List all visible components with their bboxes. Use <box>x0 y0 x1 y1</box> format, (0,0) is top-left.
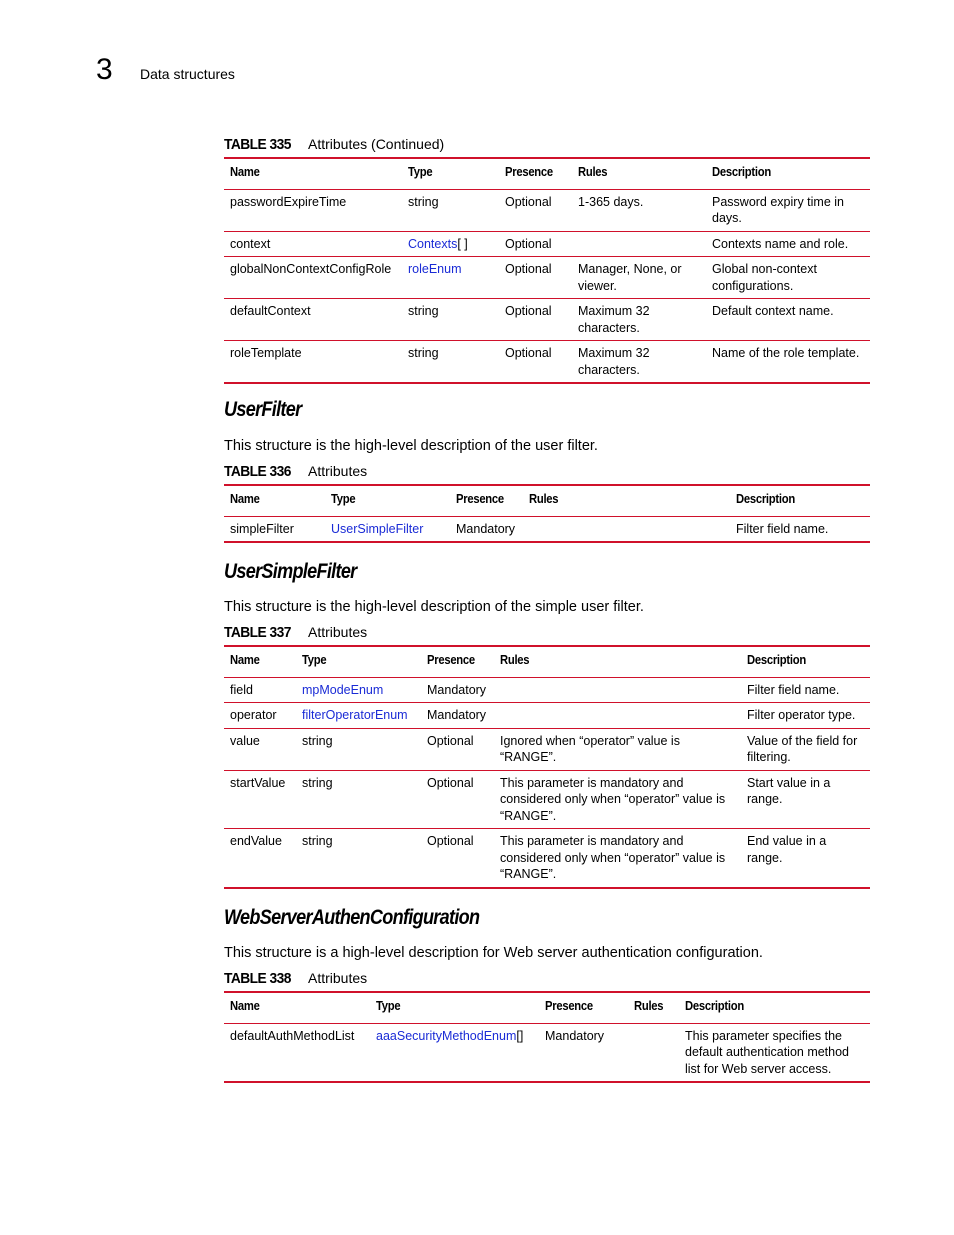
column-header: Presence <box>499 158 572 189</box>
section-intro: This structure is the high-level description of the simple user filter. <box>224 599 644 615</box>
type-link[interactable]: roleEnum <box>408 262 462 276</box>
table-label: TABLE 338 <box>224 970 291 987</box>
cell-presence: Mandatory <box>421 703 494 729</box>
type-suffix: [ ] <box>457 236 468 251</box>
cell-presence: Optional <box>499 189 572 231</box>
cell-description: Contexts name and role. <box>706 231 870 257</box>
column-header: Name <box>224 158 402 189</box>
cell-type <box>402 231 499 257</box>
table-caption-text: Attributes <box>308 463 368 479</box>
table-header-row <box>224 485 870 516</box>
cell-presence: Optional <box>499 299 572 341</box>
cell-type: string <box>402 341 499 384</box>
cell-type: string <box>402 189 499 231</box>
cell-description: Password expiry time in days. <box>706 189 870 231</box>
column-header: Description <box>706 158 870 189</box>
cell-presence: Mandatory <box>421 677 494 703</box>
column-header: Name <box>224 992 370 1023</box>
cell-rules: Maximum 32 characters. <box>572 341 706 384</box>
column-header: Name <box>224 646 296 677</box>
column-header: Description <box>730 485 870 516</box>
column-header: Presence <box>539 992 628 1023</box>
table-row <box>224 703 870 729</box>
table-338-block <box>224 969 870 1083</box>
cell-rules: 1-365 days. <box>572 189 706 231</box>
table-row <box>224 516 870 542</box>
type-link[interactable]: mpModeEnum <box>302 682 384 697</box>
attributes-table <box>224 484 870 543</box>
table-row <box>224 299 870 341</box>
attributes-table <box>224 645 870 889</box>
cell-name: field <box>224 677 296 703</box>
cell-presence: Optional <box>421 770 494 829</box>
table-caption-text: Attributes <box>308 624 368 640</box>
table-row <box>224 677 870 703</box>
section-title: UserSimpleFilter <box>224 560 357 583</box>
cell-type: string <box>296 829 421 888</box>
table-row <box>224 728 870 770</box>
column-header: Rules <box>494 646 741 677</box>
type-suffix: [] <box>516 1028 524 1043</box>
table-row <box>224 231 870 257</box>
type-link[interactable]: UserSimpleFilter <box>331 521 424 536</box>
cell-name: simpleFilter <box>224 516 325 542</box>
cell-name: defaultAuthMethodList <box>224 1023 370 1082</box>
table-label: TABLE 335 <box>224 136 291 153</box>
table-caption <box>224 462 870 481</box>
section-title: UserFilter <box>224 398 302 421</box>
cell-name: context <box>224 231 402 257</box>
table-row <box>224 189 870 231</box>
cell-description: Global non-context configurations. <box>706 257 870 299</box>
cell-description: This parameter specifies the default authentication method list for Web server access. <box>679 1023 870 1082</box>
cell-name: roleTemplate <box>224 341 402 384</box>
cell-rules <box>572 231 706 257</box>
table-row <box>224 770 870 829</box>
attributes-table <box>224 157 870 384</box>
table-header-row <box>224 646 870 677</box>
cell-type: string <box>402 299 499 341</box>
cell-name: endValue <box>224 829 296 888</box>
cell-description: End value in a range. <box>741 829 870 888</box>
cell-rules: Manager, None, or viewer. <box>572 257 706 299</box>
cell-presence: Optional <box>499 257 572 299</box>
cell-presence: Optional <box>499 341 572 384</box>
column-header: Type <box>296 646 421 677</box>
section-intro: This structure is a high-level description for Web server authentication configuration. <box>224 945 763 961</box>
cell-description: Default context name. <box>706 299 870 341</box>
table-caption <box>224 135 870 154</box>
cell-rules <box>523 516 730 542</box>
cell-rules: This parameter is mandatory and considered only when “operator” value is “RANGE”. <box>494 829 741 888</box>
cell-rules <box>494 703 741 729</box>
table-row <box>224 1023 870 1082</box>
table-337-block <box>224 623 870 889</box>
cell-rules: Ignored when “operator” value is “RANGE”. <box>494 728 741 770</box>
column-header: Name <box>224 485 325 516</box>
table-label: TABLE 337 <box>224 624 291 641</box>
table-label: TABLE 336 <box>224 463 291 480</box>
column-header: Description <box>679 992 870 1023</box>
column-header: Type <box>325 485 450 516</box>
cell-type: string <box>296 770 421 829</box>
type-link[interactable]: Contexts <box>408 236 458 251</box>
table-caption <box>224 969 870 988</box>
cell-presence: Optional <box>499 231 572 257</box>
cell-rules <box>628 1023 679 1082</box>
chapter-title: Data structures <box>140 66 235 82</box>
column-header: Presence <box>450 485 523 516</box>
cell-presence: Mandatory <box>539 1023 628 1082</box>
cell-description: Value of the field for filtering. <box>741 728 870 770</box>
cell-description: Filter operator type. <box>741 703 870 729</box>
column-header: Type <box>402 158 499 189</box>
cell-presence: Optional <box>421 829 494 888</box>
cell-rules <box>494 677 741 703</box>
table-caption <box>224 623 870 642</box>
table-336-block <box>224 462 870 543</box>
cell-type <box>296 677 421 703</box>
column-header: Rules <box>628 992 679 1023</box>
cell-type <box>325 516 450 542</box>
section-title: WebServerAuthenConfiguration <box>224 906 480 929</box>
cell-description: Filter field name. <box>730 516 870 542</box>
cell-name: value <box>224 728 296 770</box>
cell-name: passwordExpireTime <box>224 189 402 231</box>
attributes-table <box>224 991 870 1083</box>
table-row <box>224 257 870 299</box>
cell-type <box>402 257 499 299</box>
cell-rules: Maximum 32 characters. <box>572 299 706 341</box>
column-header: Presence <box>421 646 494 677</box>
table-row <box>224 341 870 384</box>
cell-name: defaultContext <box>224 299 402 341</box>
table-row <box>224 829 870 888</box>
type-link[interactable]: aaaSecurityMethodEnum <box>376 1028 517 1043</box>
column-header: Type <box>370 992 539 1023</box>
cell-name: startValue <box>224 770 296 829</box>
cell-description: Start value in a range. <box>741 770 870 829</box>
column-header: Rules <box>572 158 706 189</box>
chapter-number: 3 <box>96 53 113 86</box>
column-header: Rules <box>523 485 730 516</box>
table-335-block <box>224 135 870 384</box>
cell-description: Name of the role template. <box>706 341 870 384</box>
cell-presence: Mandatory <box>450 516 523 542</box>
section-intro: This structure is the high-level description of the user filter. <box>224 438 598 454</box>
table-caption-text: Attributes (Continued) <box>308 136 445 152</box>
cell-type <box>296 703 421 729</box>
cell-presence: Optional <box>421 728 494 770</box>
table-header-row <box>224 992 870 1023</box>
cell-type <box>370 1023 539 1082</box>
cell-description: Filter field name. <box>741 677 870 703</box>
column-header: Description <box>741 646 870 677</box>
cell-type: string <box>296 728 421 770</box>
table-header-row <box>224 158 870 189</box>
cell-name: operator <box>224 703 296 729</box>
table-caption-text: Attributes <box>308 970 368 986</box>
type-link[interactable]: filterOperatorEnum <box>302 708 408 722</box>
cell-rules: This parameter is mandatory and considered only when “operator” value is “RANGE”. <box>494 770 741 829</box>
cell-name: globalNonContextConfigRole <box>224 257 402 299</box>
